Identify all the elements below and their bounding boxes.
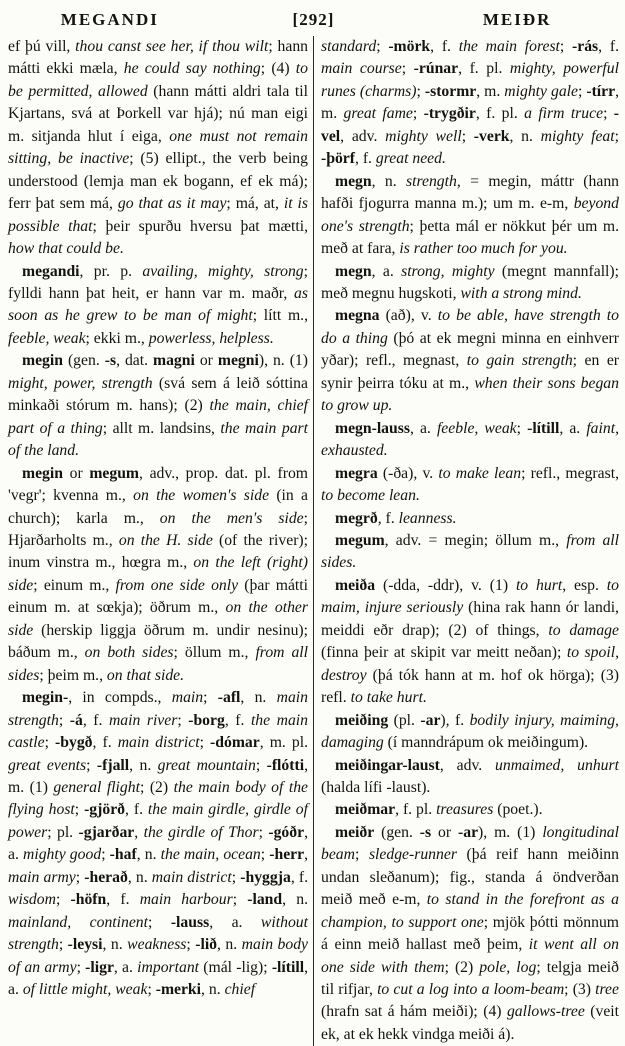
dictionary-entry: meiðing (pl. -ar), f. bodily injury, maiming, damaging (í manndrápum ok meiðingum).: [321, 711, 619, 752]
right-column: [313, 36, 619, 1046]
header-word-left: MEGANDI: [60, 10, 159, 29]
dictionary-entry: megin (gen. -s, dat. magni or megni), n. (1) might, power, strength (svá sem á leið sóttina minkaði stórum m. hans); (2) the main, chief part of a thing; allt m. landsins, the main part of the land.: [8, 352, 308, 460]
dictionary-entry: ef þú vill, thou canst see her, if thou wilt; hann mátti ekki mæla, he could say nothing; (4) to be permitted, allowed (hann mátti aldri tala til Kjartans, svá at Þorkell var hjá); nú man eigi m. sitjanda hlut í eiga, one must not remain sitting, be inactive; (5) ellipt., the verb being understood (lemja man ek bogann, ef ek má); ferr þat sem má, go that as it may; má, at, it is possible that; þeir spurðu hversu þat mætti, how that could be.: [8, 38, 309, 258]
dictionary-entry: megandi, pr. p. availing, mighty, strong; fylldi hann þat heit, er hann var m. maðr, as soon as he grew to be man of might; lítt m., feeble, weak; ekki m., powerless, helpless.: [8, 262, 308, 347]
dictionary-entry: meiða (-dda, -ddr), v. (1) to hurt, esp. to maim, injure seriously (hina rak hann ór landi, meiddi eðr drap); (2) of things, to damage (finna þeir at skipit var meitt neðan); to spoil, destroy (þá tók hann at m. hof ok hörga); (3) refl. to take hurt.: [321, 576, 619, 707]
dictionary-entry: megn, n. strength, = megin, máttr (hann hafði fjogurra manna m.); um m. e-m, beyond one's strength; þetta mál er nökkut þér um m. með at fara, is rather too much for you.: [321, 172, 620, 258]
dictionary-entry: meiðingar-laust, adv. unmaimed, unhurt (halda lífi -laust).: [321, 756, 619, 796]
running-head: [8, 10, 619, 30]
dictionary-entry: megn, a. strong, mighty (megnt mannfall); með megnu hugskoti, with a strong mind.: [321, 262, 619, 302]
dictionary-entry: megin or megum, adv., prop. dat. pl. from 'vegr'; kvenna m., on the women's side (in a church); karla m., on the men's side; Hjarðarholts m., on the H. side (of the river); inum vinstra m., hœgra m., on the left (right) side; einum m., from one side only (þar mátti einum m. at sœkja); öðrum m., on the other side (herskip liggja öðrum m. undir nesinu); báðum m., on both sides; öllum m., from all sides; þeim m., on that side.: [8, 464, 309, 684]
dictionary-entry: megna (að), v. to be able, have strength to do a thing (þó at ek megni minna en einhverr yðar); refl., megnast, to gain strength; en er synir þeirra tóku at m., when their sons began to grow up.: [321, 307, 620, 415]
dictionary-entry: standard; -mörk, f. the main forest; -rás, f. main course; -rúnar, f. pl. mighty, powerful runes (charms); -stormr, m. mighty gale; -tírr, m. great fame; -trygðir, f. pl. a firm truce; -vel, adv. mighty well; -verk, n. mighty feat; -þörf, f. great need.: [321, 38, 620, 168]
dictionary-entry: megra (-ða), v. to make lean; refl., megrast, to become lean.: [321, 464, 619, 505]
left-column: [8, 36, 313, 1046]
page-number: [292]: [292, 10, 335, 29]
dictionary-entry: megrð, f. leanness.: [335, 509, 457, 527]
dictionary-entry: megin-, in compds., main; -afl, n. main strength; -á, f. main river; -borg, f. the main castle; -bygð, f. main district; -dómar, m. pl. great events; -fjall, n. great mountain; -flótti, m. (1) general flight; (2) the main body of the flying host; -gjörð, f. the main girdle, girdle of power; pl. -gjarðar, the girdle of Thor; -góðr, a. mighty good; -haf, n. the main, ocean; -herr, main army; -herað, n. main district; -hyggja, f. wisdom; -höfn, f. main harbour; -land, n. mainland, continent; -lauss, a. without strength; -leysi, n. weakness; -lið, n. main body of an army; -ligr, a. important (mál -lig); -lítill, a. of little might, weak; -merki, n. chief: [8, 689, 309, 999]
dictionary-entry: meiðr (gen. -s or -ar), m. (1) longitudinal beam; sledge-runner (þá reif hann meiðinn undan sleðanum); fig., standa á öndverðan meið með e-m, to stand in the forefront as a champion, to support one; mjök þótti mönnum á einn meið hallast með þeim, it went all on one side with them; (2) pole, log; telgja meið til rifjar, to cut a log into a loom-beam; (3) tree (hrafn sat á hám meiði); (4) gallows-tree (veit ek, at ek hekk vindga meiði á).: [321, 823, 620, 1043]
text-columns: [8, 36, 619, 1046]
dictionary-entry: megn-lauss, a. feeble, weak; -lítill, a. faint, exhausted.: [321, 419, 620, 460]
dictionary-entry: megum, adv. = megin; öllum m., from all sides.: [321, 531, 619, 572]
dictionary-entry: meiðmar, f. pl. treasures (poet.).: [335, 801, 543, 819]
header-word-right: MEIÐR: [482, 10, 552, 29]
